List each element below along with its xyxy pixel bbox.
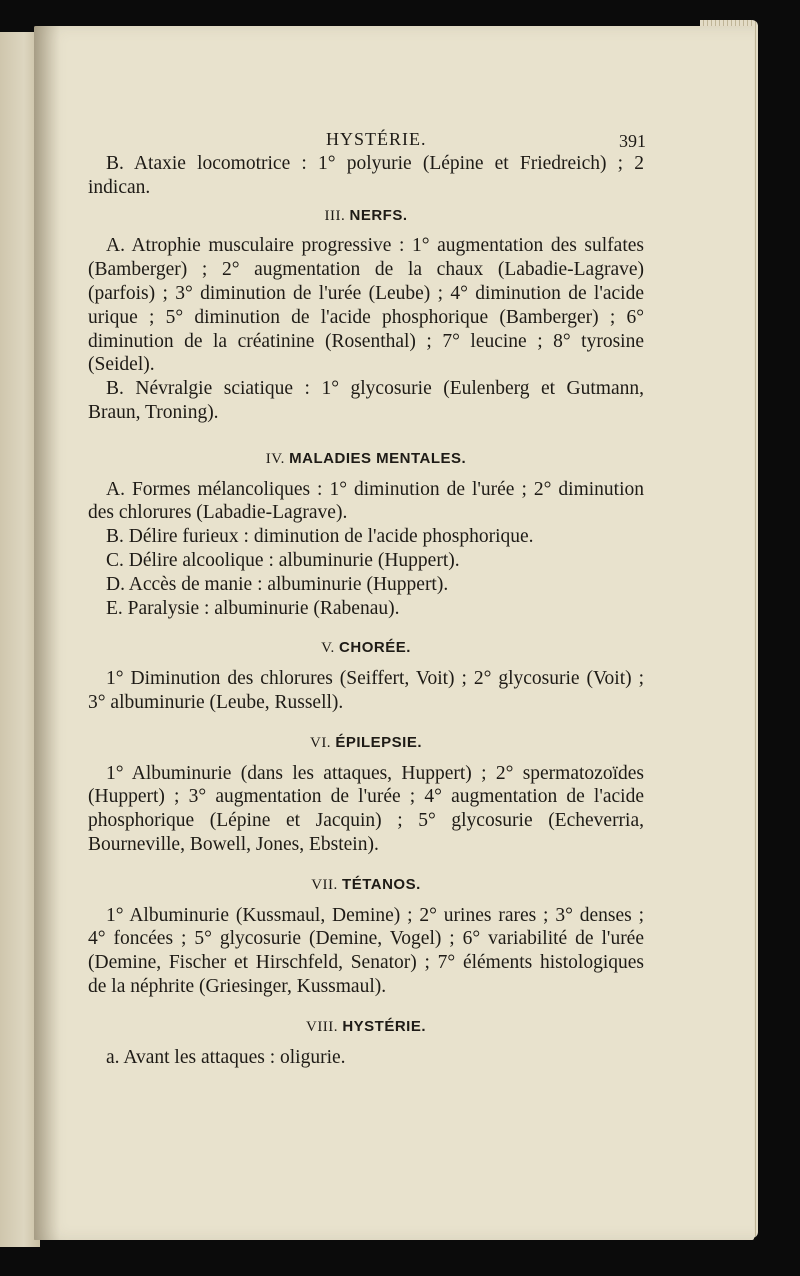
paragraph: 1° Albuminurie (dans les attaques, Huppert) ; 2° spermatozoïdes (Huppert) ; 3° augmentation de l'urée ; 4° augmentation de l'acide phosphorique (Lépine et Jacquin) ; 5° glycosurie (Echeverria, Bourneville, Bowell, Jones, Ebstein). bbox=[88, 762, 644, 855]
page-gutter-shadow bbox=[34, 26, 60, 1240]
running-title: HYSTÉRIE. bbox=[326, 129, 427, 149]
section-heading-choree bbox=[88, 636, 644, 661]
section-number: III. bbox=[324, 207, 346, 224]
paragraph: A. Formes mélancoliques : 1° diminution de l'urée ; 2° diminution des chlorures (Labadie-Lagrave). bbox=[88, 478, 644, 524]
paragraph: 1° Albuminurie (Kussmaul, Demine) ; 2° urines rares ; 3° denses ; 4° foncées ; 5° glycosurie (Demine, Vogel) ; 6° variabilité de l'urée (Demine, Fischer et Hirschfeld, Senator) ; 7° éléments histologiques de la néphrite (Griesinger, Kussmaul). bbox=[88, 904, 644, 997]
paragraph: C. Délire alcoolique : albuminurie (Huppert). bbox=[106, 549, 460, 571]
intro-paragraph: B. Ataxie locomotrice : 1° polyurie (Lépine et Friedreich) ; 2 indican. bbox=[88, 153, 644, 198]
section-title: MALADIES MENTALES. bbox=[289, 449, 467, 467]
section-heading-maladies-mentales bbox=[88, 447, 644, 472]
paragraph: D. Accès de manie : albuminurie (Huppert). bbox=[106, 573, 449, 595]
section-number: IV. bbox=[265, 450, 285, 467]
paragraph: a. Avant les attaques : oligurie. bbox=[106, 1046, 346, 1068]
section-title: CHORÉE. bbox=[339, 639, 411, 657]
section-number: V. bbox=[321, 640, 335, 657]
paragraph: A. Atrophie musculaire progressive : 1° augmentation des sulfates (Bamberger) ; 2° augmentation de la chaux (Labadie-Lagrave) (parfois) ; 3° diminution de l'urée (Leube) ; 4° diminution de l'acide urique ; 5° diminution de l'acide phosphorique (Bamberger) ; 6° diminution de la créatinine (Rosenthal) ; 7° leucine ; 8° tyrosine (Seidel). bbox=[88, 235, 644, 376]
page-content bbox=[88, 124, 644, 1069]
paragraph: E. Paralysie : albuminurie (Rabenau). bbox=[106, 597, 400, 619]
section-title: ÉPILEPSIE. bbox=[335, 733, 423, 751]
section-title: HYSTÉRIE. bbox=[342, 1017, 426, 1035]
section-heading-nerfs bbox=[88, 204, 644, 229]
section-heading-tetanos bbox=[88, 873, 644, 898]
page-number: 391 bbox=[619, 131, 646, 151]
section-heading-epilepsie bbox=[88, 731, 644, 756]
section-heading-hysterie bbox=[88, 1015, 644, 1040]
paragraph: B. Névralgie sciatique : 1° glycosurie (Eulenberg et Gutmann, Braun, Troning). bbox=[88, 378, 644, 423]
section-number: VI. bbox=[309, 734, 332, 751]
section-number: VIII. bbox=[305, 1018, 339, 1035]
section-title: NERFS. bbox=[349, 206, 408, 224]
paragraph: B. Délire furieux : diminution de l'acide phosphorique. bbox=[106, 526, 534, 548]
paragraph: 1° Diminution des chlorures (Seiffert, Voit) ; 2° glycosurie (Voit) ; 3° albuminurie (Leube, Russell). bbox=[88, 668, 644, 713]
section-number: VII. bbox=[311, 876, 338, 893]
section-title: TÉTANOS. bbox=[342, 875, 421, 893]
running-head bbox=[88, 124, 644, 150]
